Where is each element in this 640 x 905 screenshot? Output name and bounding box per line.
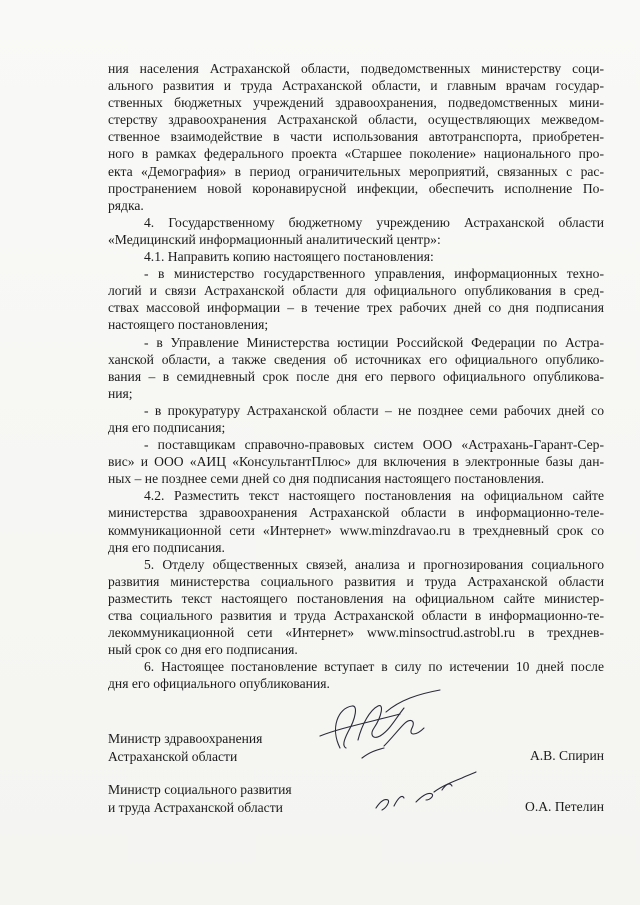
text-line: ный срок со дня его подписания. (108, 642, 298, 658)
text-line: ного в рамках федерального проекта «Старшее поколение» национального про- (108, 146, 604, 162)
text-line: дня его подписания. (108, 539, 225, 555)
text-line: пространением новой коронавирусной инфекции, обеспечить исполнение По- (108, 180, 604, 196)
text-line: ния населения Астраханской области, подведомственных министерству соци- (108, 61, 604, 76)
signatory-2-title (108, 781, 292, 816)
text-line: вания – в семидневный срок после дня его первого официального опубликова- (108, 368, 604, 384)
paragraph-item-4 (108, 214, 604, 248)
paragraph-continuation-paragraph (108, 60, 604, 214)
text-line: 5. Отделу общественных связей, анализа и прогнозирования социального (144, 556, 604, 572)
text-line: - в прокуратуру Астраханской области – не позднее семи рабочих дней со (144, 402, 604, 418)
text-line: ства социального развития и труда Астраханской области в информационно-те- (108, 608, 604, 623)
text-line: ствах массовой информации – в течение трех рабочих дней со дня подписания (108, 300, 604, 316)
paragraph-item-4-1-bullet-3 (108, 402, 604, 436)
signatory-1-title (108, 730, 262, 765)
signatory-1-title-line-2: Астраханской области (108, 748, 238, 764)
signatory-1-title-line-1: Министр здравоохранения (108, 731, 263, 746)
signatory-2-title-line-2: и труда Астраханской области (108, 799, 283, 815)
signatory-1-name: А.В. Спирин (529, 748, 604, 763)
text-line: настоящего постановления; (108, 317, 269, 333)
paragraph-item-4-2 (108, 487, 604, 555)
paragraph-item-4-1-bullet-1 (108, 265, 604, 333)
text-line: коммуникационной сети «Интернет» www.minzdravao.ru в трехдневный срок со (108, 522, 604, 538)
paragraph-item-4-1-bullet-4 (108, 436, 604, 487)
text-line: ханской области, а также сведения об источниках его официального опублико- (108, 351, 604, 367)
text-line: логий и связи Астраханской области для официального опубликования в сред- (108, 283, 604, 299)
text-line: ственных бюджетных учреждений здравоохранения, подведомственных мини- (108, 95, 604, 111)
text-line: дня его подписания; (108, 419, 226, 435)
text-line: вис» и ООО «АИЦ «КонсультантПлюс» для включения в электронные базы дан- (108, 454, 604, 470)
text-line: ственное взаимодействие в части использования автотранспорта, приобретен- (108, 129, 604, 145)
document-body (108, 60, 604, 692)
paragraph-item-4-1-bullet-2 (108, 334, 604, 402)
text-line: дня его официального опубликования. (108, 676, 330, 692)
text-line: ных – не позднее семи дней со дня подписания настоящего постановления. (108, 471, 545, 487)
text-line: 4.1. Направить копию настоящего постановления: (144, 249, 434, 265)
text-line: лекоммуникационной сети «Интернет» www.minsoctrud.astrobl.ru в трехднев- (108, 625, 604, 641)
text-line: екта «Демография» в период ограничительных мероприятий, связанных с рас- (108, 163, 604, 179)
text-line: ального развития и труда Астраханской области, и главным врачам государ- (108, 78, 604, 94)
text-line: - в Управление Министерства юстиции Российской Федерации по Астра- (144, 334, 604, 350)
text-line: - в министерство государственного управления, информационных техно- (144, 266, 604, 282)
text-line: стерству здравоохранения Астраханской области, осуществляющих межведом- (108, 112, 604, 128)
text-line: рядка. (108, 197, 144, 213)
text-line: министерства здравоохранения Астраханской области в информационно-теле- (108, 505, 604, 521)
text-line: ния; (108, 385, 133, 401)
text-line: 4.2. Разместить текст настоящего постановления на официальном сайте (144, 488, 604, 504)
signatory-2-name: О.А. Петелин (525, 799, 604, 814)
paragraph-item-4-1 (108, 248, 604, 265)
text-line: «Медицинский информационный аналитический центр»: (108, 231, 441, 247)
signature-1-handwritten (300, 688, 450, 768)
text-line: 6. Настоящее постановление вступает в силу по истечении 10 дней после (144, 659, 604, 675)
text-line: - поставщикам справочно-правовых систем ООО «Астрахань-Гарант-Сер- (144, 437, 604, 453)
text-line: разместить текст настоящего постановления на официальном сайте министер- (108, 590, 604, 606)
signatory-2-title-line-1: Министр социального развития (108, 782, 292, 797)
text-line: развития министерства социального развития и труда Астраханской области (108, 573, 604, 589)
paragraph-item-5 (108, 556, 604, 659)
signature-2-handwritten (372, 762, 482, 822)
text-line: 4. Государственному бюджетному учреждению Астраханской области (144, 214, 604, 230)
